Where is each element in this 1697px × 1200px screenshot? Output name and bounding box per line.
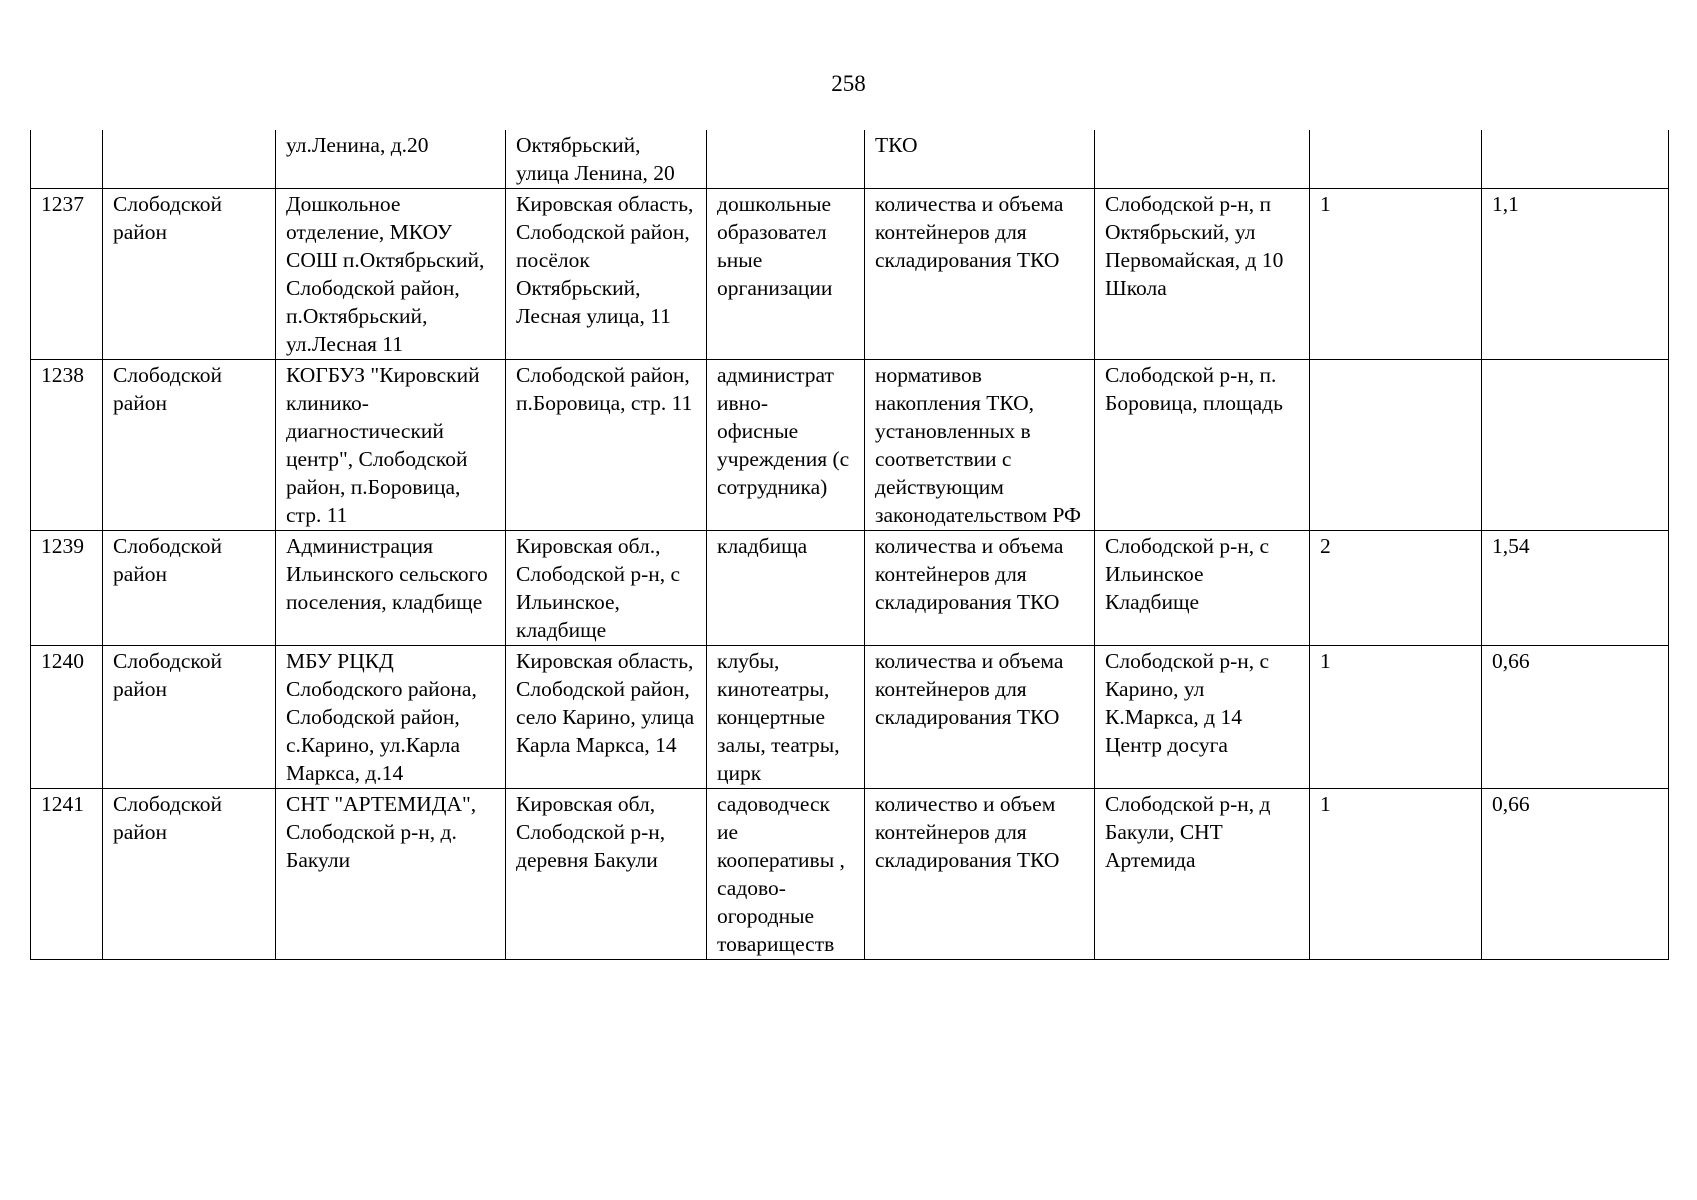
container-count-cell (1310, 360, 1482, 531)
location-cell: Слободской р-н, с Ильинское Кладбище (1095, 531, 1310, 646)
table-row (31, 531, 1669, 646)
container-volume-cell: 0,66 (1482, 646, 1669, 789)
category-cell: администрат ивно- офисные учреждения (с сотрудника) (707, 360, 865, 531)
container-count-cell: 1 (1310, 789, 1482, 960)
district-cell: Слободской район (103, 789, 276, 960)
table-row (31, 789, 1669, 960)
basis-cell: количества и объема контейнеров для складирования ТКО (865, 531, 1095, 646)
basis-cell: ТКО (865, 130, 1095, 189)
address-cell: Слободской район, п.Боровица, стр. 11 (506, 360, 707, 531)
address-cell: Октябрьский, улица Ленина, 20 (506, 130, 707, 189)
container-volume-cell: 0,66 (1482, 789, 1669, 960)
container-count-cell (1310, 130, 1482, 189)
waste-sites-table (30, 130, 1669, 960)
table-row (31, 130, 1669, 189)
location-cell: Слободской р-н, д Бакули, СНТ Артемида (1095, 789, 1310, 960)
category-cell: кладбища (707, 531, 865, 646)
address-cell: Кировская обл, Слободской р-н, деревня Бакули (506, 789, 707, 960)
category-cell: клубы, кинотеатры, концертные залы, театры, цирк (707, 646, 865, 789)
organization-cell: КОГБУЗ "Кировский клинико- диагностический центр", Слободской район, п.Боровица, стр. 11 (276, 360, 506, 531)
organization-cell: Дошкольное отделение, МКОУ СОШ п.Октябрьский, Слободской район, п.Октябрьский, ул.Лесная 11 (276, 189, 506, 360)
container-volume-cell (1482, 130, 1669, 189)
table-row (31, 646, 1669, 789)
container-volume-cell: 1,1 (1482, 189, 1669, 360)
district-cell: Слободской район (103, 189, 276, 360)
row-number-cell (31, 130, 103, 189)
table-row (31, 189, 1669, 360)
category-cell (707, 130, 865, 189)
address-cell: Кировская область, Слободской район, посёлок Октябрьский, Лесная улица, 11 (506, 189, 707, 360)
basis-cell: количество и объем контейнеров для складирования ТКО (865, 789, 1095, 960)
row-number-cell: 1241 (31, 789, 103, 960)
basis-cell: количества и объема контейнеров для складирования ТКО (865, 646, 1095, 789)
organization-cell: Администрация Ильинского сельского поселения, кладбище (276, 531, 506, 646)
address-cell: Кировская область, Слободской район, село Карино, улица Карла Маркса, 14 (506, 646, 707, 789)
district-cell: Слободской район (103, 360, 276, 531)
address-cell: Кировская обл., Слободской р-н, с Ильинское, кладбище (506, 531, 707, 646)
row-number-cell: 1237 (31, 189, 103, 360)
organization-cell: ул.Ленина, д.20 (276, 130, 506, 189)
container-volume-cell: 1,54 (1482, 531, 1669, 646)
row-number-cell: 1240 (31, 646, 103, 789)
container-count-cell: 2 (1310, 531, 1482, 646)
organization-cell: СНТ "АРТЕМИДА", Слободской р-н, д. Бакули (276, 789, 506, 960)
category-cell: садоводческ ие кооперативы , садово- огородные товариществ (707, 789, 865, 960)
container-count-cell: 1 (1310, 189, 1482, 360)
district-cell (103, 130, 276, 189)
location-cell: Слободской р-н, с Карино, ул К.Маркса, д 14 Центр досуга (1095, 646, 1310, 789)
table-row (31, 360, 1669, 531)
location-cell: Слободской р-н, п Октябрьский, ул Первомайская, д 10 Школа (1095, 189, 1310, 360)
location-cell (1095, 130, 1310, 189)
page-number: 258 (831, 71, 866, 96)
row-number-cell: 1239 (31, 531, 103, 646)
district-cell: Слободской район (103, 646, 276, 789)
district-cell: Слободской район (103, 531, 276, 646)
location-cell: Слободской р-н, п. Боровица, площадь (1095, 360, 1310, 531)
organization-cell: МБУ РЦКД Слободского района, Слободской район, с.Карино, ул.Карла Маркса, д.14 (276, 646, 506, 789)
row-number-cell: 1238 (31, 360, 103, 531)
basis-cell: количества и объема контейнеров для складирования ТКО (865, 189, 1095, 360)
basis-cell: нормативов накопления ТКО, установленных в соответствии с действующим законодательством РФ (865, 360, 1095, 531)
category-cell: дошкольные образовател ьные организации (707, 189, 865, 360)
container-volume-cell (1482, 360, 1669, 531)
container-count-cell: 1 (1310, 646, 1482, 789)
